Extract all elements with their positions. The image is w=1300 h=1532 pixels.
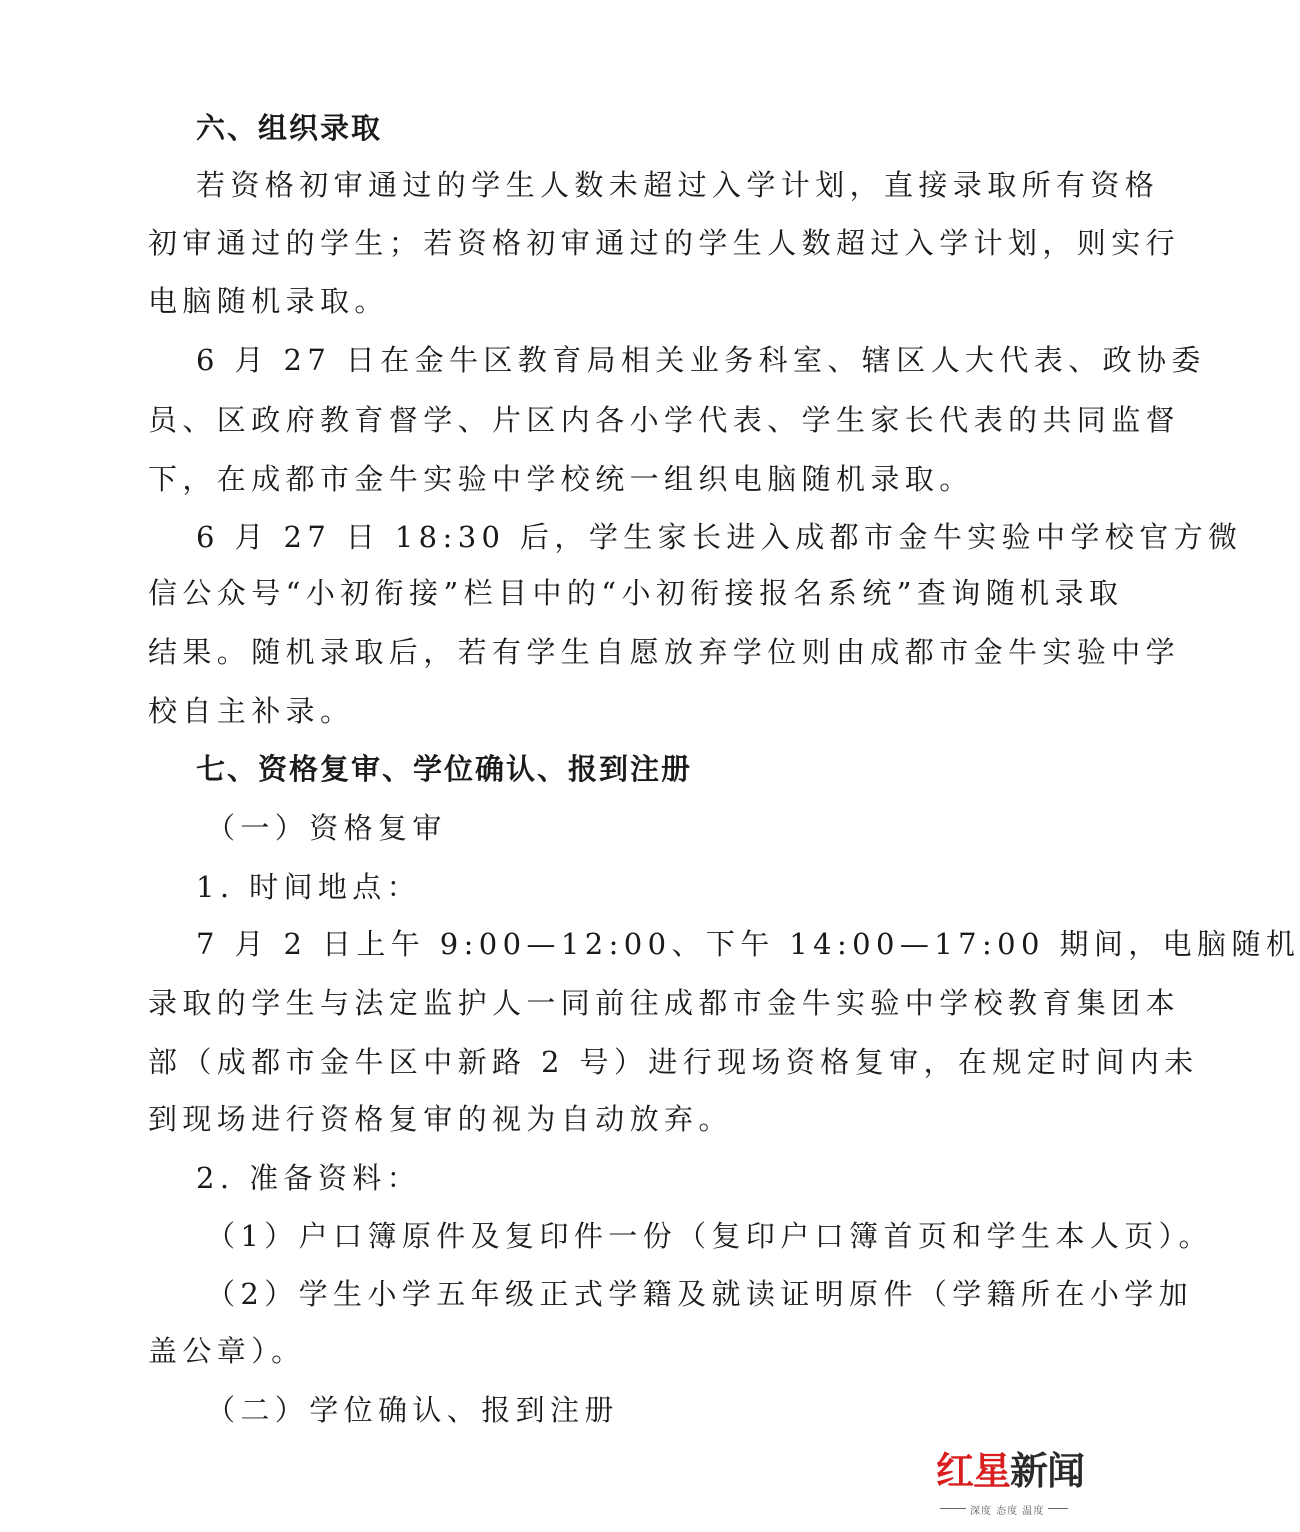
logo-brand-dark: 新闻 <box>1010 1449 1085 1493</box>
paragraph-line: 员、区政府教育督学、片区内各小学代表、学生家长代表的共同监督 <box>148 403 1181 437</box>
paragraph-line: 校自主补录。 <box>148 694 355 728</box>
paragraph-line: 结果。随机录取后，若有学生自愿放弃学位则由成都市金牛实验中学 <box>148 635 1181 669</box>
paragraph-line: 电脑随机录取。 <box>148 284 389 318</box>
logo-divider-left <box>940 1508 966 1509</box>
paragraph-line: 下，在成都市金牛实验中学校统一组织电脑随机录取。 <box>148 462 974 496</box>
logo-wordmark <box>936 1446 1084 1496</box>
paragraph-line: 若资格初审通过的学生人数未超过入学计划，直接录取所有资格 <box>196 168 1160 202</box>
paragraph-line: 盖公章）。 <box>148 1334 306 1368</box>
logo-brand-red: 红星 <box>936 1449 1011 1493</box>
item-heading: 1. 时间地点： <box>196 870 422 904</box>
list-item: （1）户口簿原件及复印件一份（复印户口簿首页和学生本人页）。 <box>206 1219 1213 1253</box>
paragraph-line: 7 月 2 日上午 9:00—12:00、下午 14:00—17:00 期间，电脑随机 <box>196 927 1300 961</box>
list-item: （2）学生小学五年级正式学籍及就读证明原件（学籍所在小学加 <box>206 1277 1194 1311</box>
paragraph-line: 初审通过的学生；若资格初审通过的学生人数超过入学计划，则实行 <box>148 226 1181 260</box>
logo-slogan: 深度 态度 温度 <box>970 1506 1045 1517</box>
item-heading: 2. 准备资料： <box>196 1161 422 1195</box>
subsection-heading: （二）学位确认、报到注册 <box>206 1393 619 1427</box>
paragraph-line: 部（成都市金牛区中新路 2 号）进行现场资格复审，在规定时间内未 <box>148 1045 1199 1079</box>
paragraph-line: 到现场进行资格复审的视为自动放弃。 <box>148 1102 733 1136</box>
paragraph-line: 6 月 27 日在金牛区教育局相关业务科室、辖区人大代表、政协委 <box>196 343 1206 377</box>
section-heading-7: 七、资格复审、学位确认、报到注册 <box>196 752 693 786</box>
hongxing-news-logo <box>936 1446 1085 1526</box>
paragraph-line: 6 月 27 日 18:30 后，学生家长进入成都市金牛实验中学校官方微 <box>196 520 1243 554</box>
paragraph-line: 录取的学生与法定监护人一同前往成都市金牛实验中学校教育集团本 <box>148 986 1181 1020</box>
subsection-heading: （一）资格复审 <box>206 811 447 845</box>
logo-divider-right <box>1048 1508 1068 1509</box>
section-heading-6: 六、组织录取 <box>196 111 383 145</box>
paragraph-line: 信公众号“小初衔接”栏目中的“小初衔接报名系统”查询随机录取 <box>148 576 1124 610</box>
